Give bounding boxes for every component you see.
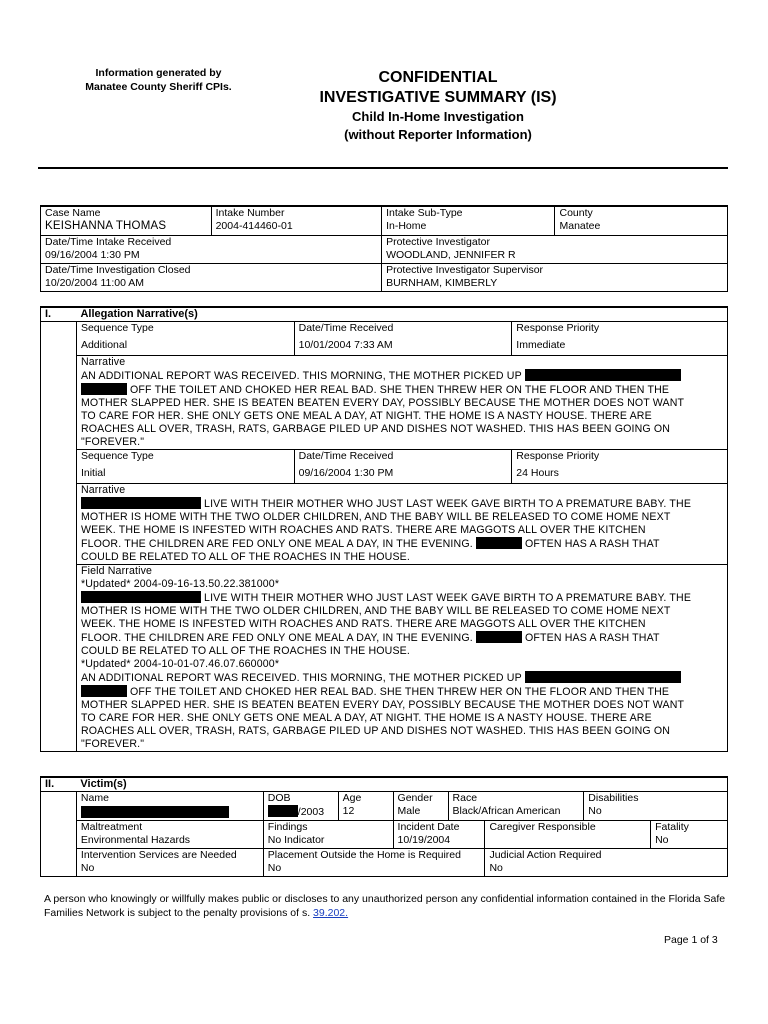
- a2-date-label: Date/Time Received: [298, 450, 394, 462]
- intake-subtype-value: In-Home: [386, 220, 427, 232]
- f-a1-line4: TO CARE FOR HER. SHE ONLY GETS ONE MEAL A DAY, AT NIGHT. THE HOME IS A NASTY HOUSE. THERE ARE: [80, 712, 652, 724]
- age-label: Age: [342, 792, 362, 804]
- incident-date-cell: [393, 821, 485, 849]
- redaction-bar: [268, 805, 298, 817]
- a1-seq-value: Additional: [80, 339, 128, 351]
- maltreatment-value: Environmental Hazards: [80, 834, 191, 846]
- victims-table: [40, 776, 728, 877]
- judicial-value: No: [489, 862, 503, 874]
- gender-value: Male: [397, 805, 421, 817]
- intake-number-cell: [211, 206, 381, 235]
- a1-line4: TO CARE FOR HER. SHE ONLY GETS ONE MEAL A DAY, AT NIGHT. THE HOME IS A NASTY HOUSE. THERE ARE: [80, 410, 652, 422]
- pis-value: BURNHAM, KIMBERLY: [386, 276, 498, 289]
- redaction-bar: [476, 631, 522, 643]
- intervention-cell: [76, 849, 263, 877]
- generated-by-line2: Manatee County Sheriff CPIs.: [85, 81, 232, 93]
- pis-cell: [382, 263, 728, 291]
- a2-line4a: FLOOR. THE CHILDREN ARE FED ONLY ONE MEAL A DAY, IN THE EVENING.: [80, 538, 473, 550]
- pi-value: WOODLAND, JENNIFER R: [386, 248, 516, 261]
- placement-label: Placement Outside the Home is Required: [267, 849, 461, 861]
- county-value: Manatee: [559, 220, 601, 232]
- notice-text: A person who knowingly or willfully makes public or discloses to any unauthorized person any confidential information contained in the Florida Safe Families Network is subject to the penalty provisions of s.: [44, 893, 726, 919]
- findings-cell: [263, 821, 393, 849]
- page-number: Page 1 of 3: [664, 934, 718, 946]
- disabilities-value: No: [588, 805, 602, 817]
- intake-received-label: Date/Time Intake Received: [45, 235, 172, 248]
- a2-line1: LIVE WITH THEIR MOTHER WHO JUST LAST WEEK GAVE BIRTH TO A PREMATURE BABY. THE: [204, 498, 692, 510]
- a2-priority-value: 24 Hours: [516, 467, 559, 479]
- caregiver-cell: [485, 821, 651, 849]
- field-updated-1: *Updated* 2004-09-16-13.50.22.381000*: [80, 578, 280, 590]
- incident-date-value: 10/19/2004: [397, 834, 451, 846]
- county-cell: [555, 206, 728, 235]
- indent-gutter: [41, 792, 77, 877]
- incident-date-label: Incident Date: [397, 821, 460, 833]
- intake-number-label: Intake Number: [215, 207, 285, 219]
- victim-name-cell: [76, 792, 263, 821]
- a1-priority-cell: [512, 322, 728, 356]
- maltreatment-label: Maltreatment: [80, 821, 143, 833]
- a1-line2: OFF THE TOILET AND CHOKED HER REAL BAD. SHE THEN THREW HER ON THE FLOOR AND THEN THE: [130, 384, 670, 396]
- field-updated-2: *Updated* 2004-10-01-07.46.07.660000*: [80, 658, 280, 670]
- narrative-label: Narrative: [80, 356, 126, 368]
- a1-date-cell: [294, 322, 512, 356]
- statute-link[interactable]: 39.202.: [313, 907, 349, 919]
- a1-line6: "FOREVER.": [80, 436, 145, 448]
- section-i-heading: Allegation Narrative(s): [76, 307, 727, 322]
- a2-line4b: OFTEN HAS A RASH THAT: [525, 538, 660, 550]
- subtitle-line2: (without Reporter Information): [344, 127, 532, 142]
- redaction-bar: [81, 383, 127, 395]
- a2-narrative-cell: [76, 484, 727, 565]
- f-a1-line2: OFF THE TOILET AND CHOKED HER REAL BAD. SHE THEN THREW HER ON THE FLOOR AND THEN THE: [130, 686, 670, 698]
- a1-line5: ROACHES ALL OVER, TRASH, RATS, GARBAGE PILED UP AND DISHES NOT WASHED. THIS HAS BEEN GOING ON: [80, 423, 671, 435]
- dob-value: /2003: [297, 806, 325, 818]
- redaction-bar: [525, 369, 681, 381]
- a2-line5: COULD BE RELATED TO ALL OF THE ROACHES IN THE HOUSE.: [80, 551, 410, 563]
- a2-date-cell: [294, 450, 512, 484]
- fatality-label: Fatality: [655, 821, 689, 833]
- a2-seq-label: Sequence Type: [80, 450, 154, 462]
- gender-cell: [393, 792, 448, 821]
- case-info-table: [40, 205, 728, 292]
- redaction-bar: [81, 591, 201, 603]
- age-cell: [338, 792, 393, 821]
- case-name-cell: [41, 206, 212, 235]
- intervention-label: Intervention Services are Needed: [80, 849, 237, 861]
- maltreatment-cell: [76, 821, 263, 849]
- a1-line3: MOTHER SLAPPED HER. SHE IS BEATEN BEATEN EVERY DAY, POSSIBLY BECAUSE THE MOTHER DOES NOT WANT: [80, 397, 685, 409]
- gender-label: Gender: [397, 792, 433, 804]
- placement-cell: [263, 849, 485, 877]
- allegations-table: [40, 306, 728, 752]
- f-a2-line2: MOTHER IS HOME WITH THE TWO OLDER CHILDREN, AND THE BABY WILL BE RELEASED TO COME HOME NEXT: [80, 605, 671, 617]
- county-label: County: [559, 207, 593, 219]
- redaction-bar: [81, 806, 229, 818]
- findings-value: No Indicator: [267, 834, 325, 846]
- pi-cell: [382, 235, 728, 263]
- a2-line3: WEEK. THE HOME IS INFESTED WITH ROACHES AND RATS. THERE ARE MAGGOTS ALL OVER THE KITCHEN: [80, 524, 646, 536]
- caregiver-label: Caregiver Responsible: [489, 821, 596, 833]
- intake-subtype-label: Intake Sub-Type: [386, 207, 463, 219]
- f-a1-line1: AN ADDITIONAL REPORT WAS RECEIVED. THIS MORNING, THE MOTHER PICKED UP: [80, 672, 522, 684]
- confidentiality-notice: [44, 892, 734, 920]
- a1-priority-label: Response Priority: [516, 322, 600, 334]
- judicial-cell: [485, 849, 728, 877]
- field-narrative-label: Field Narrative: [80, 565, 153, 577]
- case-name-label: Case Name: [45, 207, 101, 219]
- section-i-number: I.: [41, 307, 77, 322]
- document-title-block: [290, 68, 586, 144]
- narrative-label: Narrative: [80, 484, 126, 496]
- intake-received-cell: [41, 235, 382, 263]
- redaction-bar: [81, 685, 127, 697]
- fatality-cell: [651, 821, 728, 849]
- a1-line1: AN ADDITIONAL REPORT WAS RECEIVED. THIS MORNING, THE MOTHER PICKED UP: [80, 370, 522, 382]
- age-value: 12: [342, 805, 355, 817]
- f-a2-line4a: FLOOR. THE CHILDREN ARE FED ONLY ONE MEAL A DAY, IN THE EVENING.: [80, 632, 473, 644]
- subtitle-line1: Child In-Home Investigation: [352, 109, 524, 124]
- fatality-value: No: [655, 834, 669, 846]
- victim-name-label: Name: [80, 792, 109, 804]
- closed-value: 10/20/2004 11:00 AM: [45, 276, 145, 289]
- confidential-title: CONFIDENTIAL: [378, 69, 498, 86]
- f-a1-line3: MOTHER SLAPPED HER. SHE IS BEATEN BEATEN EVERY DAY, POSSIBLY BECAUSE THE MOTHER DOES NOT WANT: [80, 699, 685, 711]
- f-a2-line1: LIVE WITH THEIR MOTHER WHO JUST LAST WEEK GAVE BIRTH TO A PREMATURE BABY. THE: [204, 592, 692, 604]
- pis-label: Protective Investigator Supervisor: [386, 263, 544, 276]
- a1-priority-value: Immediate: [516, 339, 566, 351]
- closed-cell: [41, 263, 382, 291]
- a2-priority-cell: [512, 450, 728, 484]
- field-narrative-cell: [76, 565, 727, 752]
- disabilities-label: Disabilities: [588, 792, 639, 804]
- a2-seq-cell: [76, 450, 294, 484]
- pi-label: Protective Investigator: [386, 235, 490, 248]
- f-a1-line5: ROACHES ALL OVER, TRASH, RATS, GARBAGE PILED UP AND DISHES NOT WASHED. THIS HAS BEEN GOING ON: [80, 725, 671, 737]
- header-divider: [38, 167, 728, 169]
- a2-seq-value: Initial: [80, 467, 106, 479]
- summary-title: INVESTIGATIVE SUMMARY (IS): [319, 89, 557, 106]
- a1-narrative-cell: [76, 356, 727, 450]
- indent-gutter: [41, 322, 77, 752]
- case-name-value: KEISHANNA THOMAS: [45, 220, 167, 232]
- a1-seq-cell: [76, 322, 294, 356]
- intake-received-value: 09/16/2004 1:30 PM: [45, 248, 140, 261]
- race-label: Race: [452, 792, 478, 804]
- intervention-value: No: [80, 862, 95, 874]
- a2-line2: MOTHER IS HOME WITH THE TWO OLDER CHILDREN, AND THE BABY WILL BE RELEASED TO COME HOME NEXT: [80, 511, 671, 523]
- a1-date-label: Date/Time Received: [298, 322, 394, 334]
- redaction-bar: [81, 497, 201, 509]
- findings-label: Findings: [267, 821, 308, 833]
- placement-value: No: [267, 862, 282, 874]
- judicial-label: Judicial Action Required: [489, 849, 602, 861]
- generated-by-note: [76, 66, 241, 94]
- intake-number-value: 2004-414460-01: [215, 220, 293, 232]
- a1-seq-label: Sequence Type: [80, 322, 154, 334]
- dob-label: DOB: [267, 792, 291, 804]
- f-a2-line3: WEEK. THE HOME IS INFESTED WITH ROACHES AND RATS. THERE ARE MAGGOTS ALL OVER THE KITCHEN: [80, 618, 646, 630]
- f-a2-line4b: OFTEN HAS A RASH THAT: [525, 632, 660, 644]
- intake-subtype-cell: [382, 206, 555, 235]
- closed-label: Date/Time Investigation Closed: [45, 263, 191, 276]
- race-value: Black/African American: [452, 805, 561, 817]
- a1-date-value: 10/01/2004 7:33 AM: [298, 339, 393, 351]
- disabilities-cell: [584, 792, 728, 821]
- section-ii-number: II.: [41, 777, 77, 792]
- f-a2-line5: COULD BE RELATED TO ALL OF THE ROACHES IN THE HOUSE.: [80, 645, 410, 657]
- race-cell: [448, 792, 584, 821]
- redaction-bar: [525, 671, 681, 683]
- a2-date-value: 09/16/2004 1:30 PM: [298, 467, 394, 479]
- redaction-bar: [476, 537, 522, 549]
- section-ii-heading: Victim(s): [76, 777, 727, 792]
- f-a1-line6: "FOREVER.": [80, 738, 145, 750]
- a2-priority-label: Response Priority: [516, 450, 600, 462]
- dob-cell: [263, 792, 338, 821]
- generated-by-line1: Information generated by: [95, 67, 222, 79]
